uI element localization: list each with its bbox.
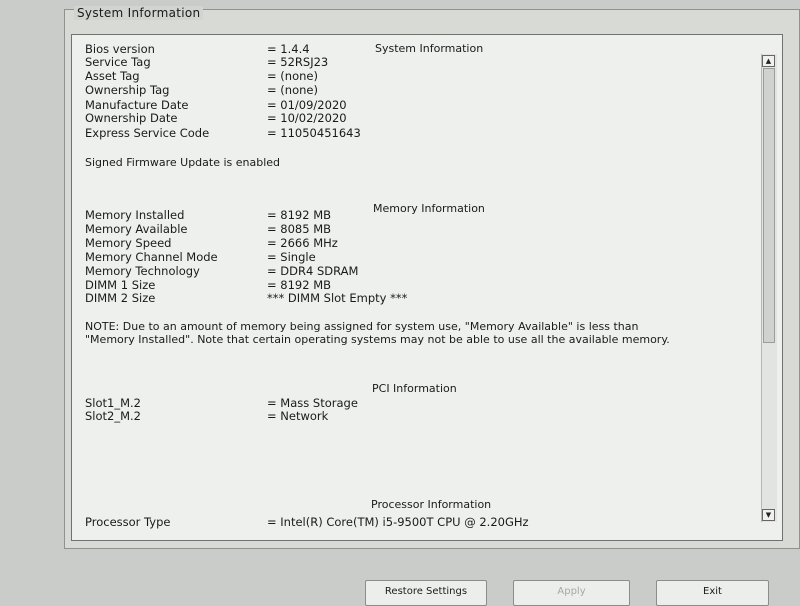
row-value: = 8192 MB <box>267 278 332 292</box>
row-label: Express Service Code <box>85 126 210 140</box>
arrow-up-icon: ▲ <box>765 57 772 65</box>
row-value: = 52RSJ23 <box>267 55 329 69</box>
system-section-title: System Information <box>375 42 484 55</box>
row-value: = Mass Storage <box>267 396 358 410</box>
processor-section-title: Processor Information <box>371 498 492 511</box>
row-value: = 1.4.4 <box>267 42 310 56</box>
button-label: Restore Settings <box>384 586 468 597</box>
row-label: Slot1_M.2 <box>85 396 142 410</box>
scrollbar-thumb[interactable] <box>763 68 775 343</box>
row-label: Ownership Tag <box>85 83 170 97</box>
arrow-down-icon: ▼ <box>765 511 772 519</box>
row-label: Bios version <box>85 42 155 56</box>
row-value: = Intel(R) Core(TM) i5-9500T CPU @ 2.20GHz <box>267 515 529 529</box>
row-value: = (none) <box>267 83 318 97</box>
row-value: = 8085 MB <box>267 222 332 236</box>
row-value: *** DIMM Slot Empty *** <box>267 291 408 305</box>
button-label: Exit <box>703 586 722 597</box>
button-label: Apply <box>557 586 586 597</box>
memory-note: NOTE: Due to an amount of memory being assigned for system use, "Memory Available" is less than "Memory Installed". Note that certain operating systems may not be able to use all the available memory. <box>85 320 670 346</box>
row-value: = Single <box>267 250 316 264</box>
row-label: Memory Available <box>85 222 188 236</box>
vertical-scrollbar[interactable] <box>761 54 777 522</box>
row-label: Memory Installed <box>85 208 185 222</box>
row-label: DIMM 2 Size <box>85 291 156 305</box>
row-label: DIMM 1 Size <box>85 278 156 292</box>
row-value: = DDR4 SDRAM <box>267 264 359 278</box>
memory-section-title: Memory Information <box>373 202 485 215</box>
row-label: Memory Speed <box>85 236 172 250</box>
row-label: Ownership Date <box>85 111 178 125</box>
row-label: Processor Type <box>85 515 171 529</box>
row-value: = 2666 MHz <box>267 236 338 250</box>
scroll-down-button[interactable] <box>762 509 775 521</box>
row-value: = (none) <box>267 69 318 83</box>
apply-button[interactable] <box>513 580 630 606</box>
restore-settings-button[interactable] <box>365 580 487 606</box>
row-label: Memory Technology <box>85 264 200 278</box>
scroll-up-button[interactable] <box>762 55 775 67</box>
row-label: Slot2_M.2 <box>85 409 142 423</box>
info-panel <box>71 34 783 541</box>
row-value: = Network <box>267 409 329 423</box>
exit-button[interactable] <box>656 580 769 606</box>
row-value: = 10/02/2020 <box>267 111 347 125</box>
group-title: System Information <box>74 6 203 20</box>
row-label: Service Tag <box>85 55 151 69</box>
row-value: = 11050451643 <box>267 126 361 140</box>
row-label: Asset Tag <box>85 69 140 83</box>
row-label: Memory Channel Mode <box>85 250 218 264</box>
row-value: = 8192 MB <box>267 208 332 222</box>
row-value: = 01/09/2020 <box>267 98 347 112</box>
row-label: Manufacture Date <box>85 98 189 112</box>
firmware-status: Signed Firmware Update is enabled <box>85 156 281 169</box>
pci-section-title: PCI Information <box>372 382 457 395</box>
